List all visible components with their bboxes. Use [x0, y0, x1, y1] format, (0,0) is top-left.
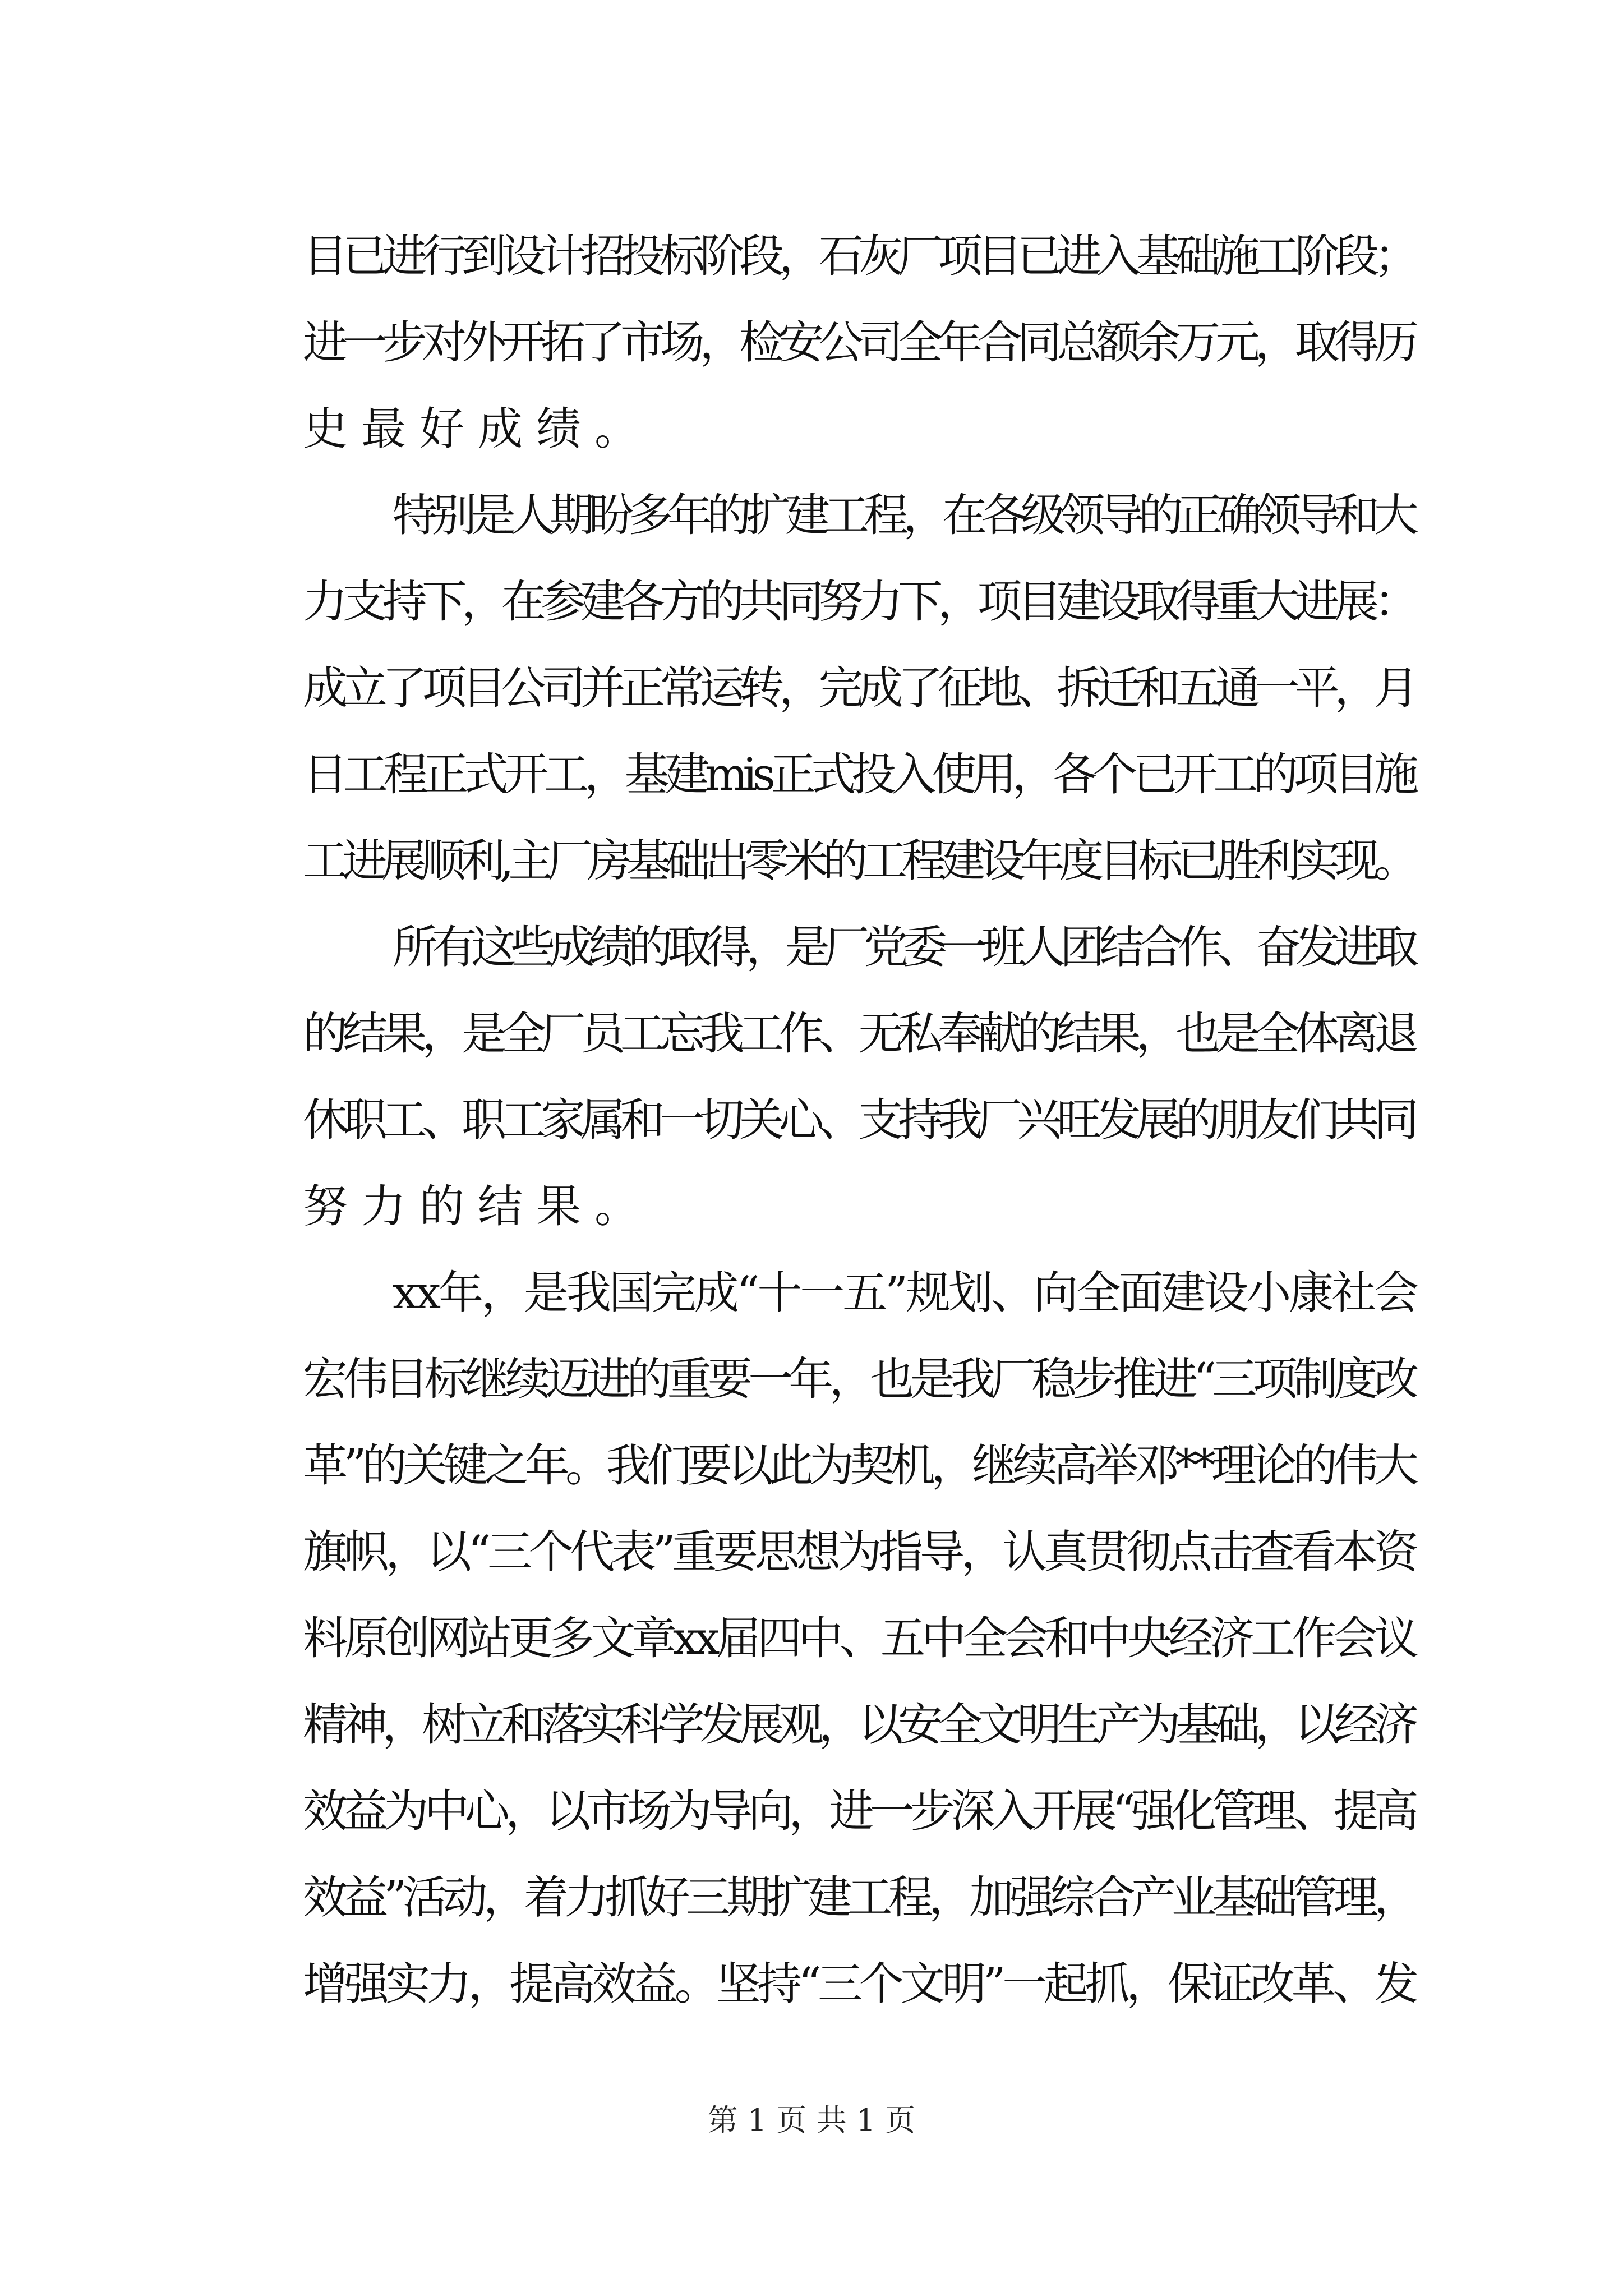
text-line: 力支持下，在参建各方的共同努力下，项目建设取得重大进展： — [303, 576, 1414, 628]
text-line: 革”的关键之年。我们要以此为契机，继续高举邓**理论的伟大 — [303, 1439, 1415, 1492]
text-line: 效益为中心，以市场为导向，进一步深入开展“强化管理、提高 — [303, 1785, 1415, 1837]
text-line: 宏伟目标继续迈进的重要一年，也是我厂稳步推进“三项制度改 — [303, 1353, 1415, 1405]
text-line: 特别是人期盼多年的扩建工程，在各级领导的正确领导和大 — [393, 489, 1413, 541]
text-line: 效益”活动，着力抓好三期扩建工程，加强综合产业基础管理， — [303, 1871, 1415, 1924]
text-line: 料原创网站更多文章xx届四中、五中全会和中央经济工作会议 — [303, 1612, 1415, 1664]
text-line: 增强实力，提高效益。坚持“三个文明”一起抓，保证改革、发 — [303, 1958, 1415, 2010]
page-footer: 第 1 页 共 1 页 — [707, 2102, 916, 2138]
text-line: 工进展顺利,主厂房基础出零米的工程建设年度目标已胜利实现。 — [303, 835, 1414, 887]
text-line: 努力的结果。 — [303, 1180, 653, 1232]
text-line: 的结果，是全厂员工忘我工作、无私奉献的结果，也是全体离退 — [303, 1007, 1414, 1060]
text-line: 成立了项目公司并正常运转，完成了征地、拆迁和五通一平，月 — [303, 662, 1414, 714]
text-line: 休职工、职工家属和一切关心、支持我厂兴旺发展的朋友们共同 — [303, 1094, 1414, 1146]
text-line: 旗帜，以“三个代表”重要思想为指导，认真贯彻点击查看本资 — [303, 1526, 1415, 1578]
document-body — [303, 213, 1419, 2027]
text-line: 进一步对外开拓了市场，检安公司全年合同总额余万元，取得历 — [303, 316, 1414, 369]
text-line: 目已进行到设计招投标阶段，石灰厂项目已进入基础施工阶段； — [303, 230, 1414, 282]
text-line: 日工程正式开工，基建mis正式投入使用，各个已开工的项目施 — [303, 748, 1414, 800]
text-line: 史最好成绩。 — [303, 403, 653, 455]
text-line: 精神，树立和落实科学发展观，以安全文明生产为基础，以经济 — [303, 1699, 1414, 1751]
text-line: 所有这些成绩的取得，是厂党委一班人团结合作、奋发进取 — [393, 921, 1413, 973]
text-line: xx年，是我国完成“十一五”规划、向全面建设小康社会 — [393, 1267, 1417, 1319]
